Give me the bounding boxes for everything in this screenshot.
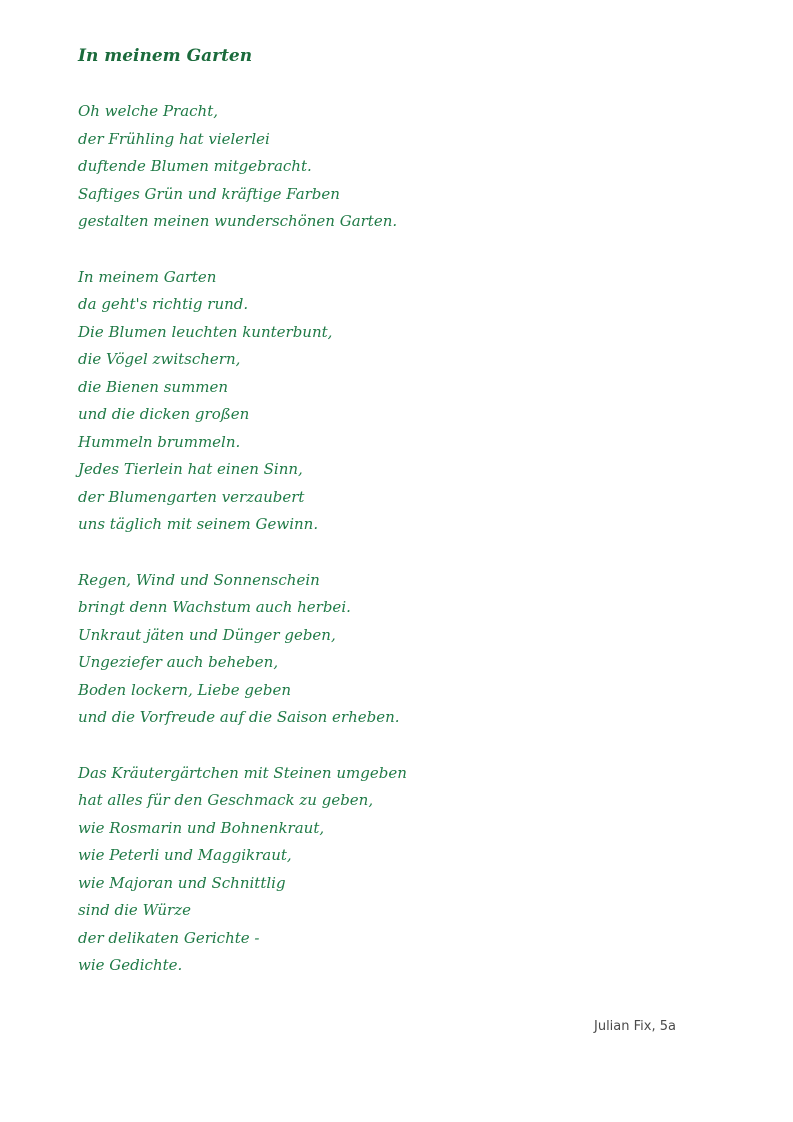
poem-title: In meinem Garten — [78, 46, 253, 66]
poem-line: der delikaten Gerichte - — [78, 928, 260, 947]
poem-line: uns täglich mit seinem Gewinn. — [78, 515, 319, 533]
poem-line: Oh welche Pracht, — [78, 102, 219, 120]
poem-line: wie Gedichte. — [78, 956, 183, 974]
poem-line: duftende Blumen mitgebracht. — [78, 157, 312, 175]
poem-line: und die Vorfreude auf die Saison erheben. — [78, 708, 400, 726]
poem-line: wie Peterli und Maggikraut, — [78, 846, 292, 864]
author-signature: Julian Fix, 5a — [594, 1019, 676, 1034]
poem-line: Die Blumen leuchten kunterbunt, — [78, 322, 333, 341]
stanza-2 — [78, 264, 698, 539]
poem-line: die Vögel zwitschern, — [78, 350, 241, 368]
stanza-1 — [78, 98, 698, 236]
poem-line: wie Majoran und Schnittlig — [78, 873, 286, 892]
poem-line: und die dicken großen — [78, 405, 250, 423]
poem-line: Regen, Wind und Sonnenschein — [78, 570, 320, 589]
poem-line: wie Rosmarin und Bohnenkraut, — [78, 818, 325, 837]
poem-line: der Blumengarten verzaubert — [78, 487, 305, 506]
poem-line: Das Kräutergärtchen mit Steinen umgeben — [78, 763, 407, 782]
poem-line: In meinem Garten — [78, 267, 217, 286]
poem-line: der Frühling hat vielerlei — [78, 129, 270, 148]
poem-line: Boden lockern, Liebe geben — [78, 680, 292, 699]
poem-line: sind die Würze — [78, 901, 191, 919]
poem-line: Unkraut jäten und Dünger geben, — [78, 625, 336, 644]
poem-line: die Bienen summen — [78, 377, 229, 396]
poem-line: bringt denn Wachstum auch herbei. — [78, 598, 351, 616]
poem-line: Saftiges Grün und kräftige Farben — [78, 184, 340, 203]
poem-line: da geht's richtig rund. — [78, 295, 249, 313]
poem-line: Hummeln brummeln. — [78, 432, 241, 451]
poem-line: hat alles für den Geschmack zu geben, — [78, 791, 374, 809]
poem-line: Ungeziefer auch beheben, — [78, 653, 279, 671]
stanza-3 — [78, 567, 698, 732]
poem-line: Jedes Tierlein hat einen Sinn, — [78, 460, 303, 478]
poem-line: gestalten meinen wunderschönen Garten. — [78, 212, 398, 230]
poem-body — [78, 98, 698, 1008]
stanza-4 — [78, 760, 698, 980]
